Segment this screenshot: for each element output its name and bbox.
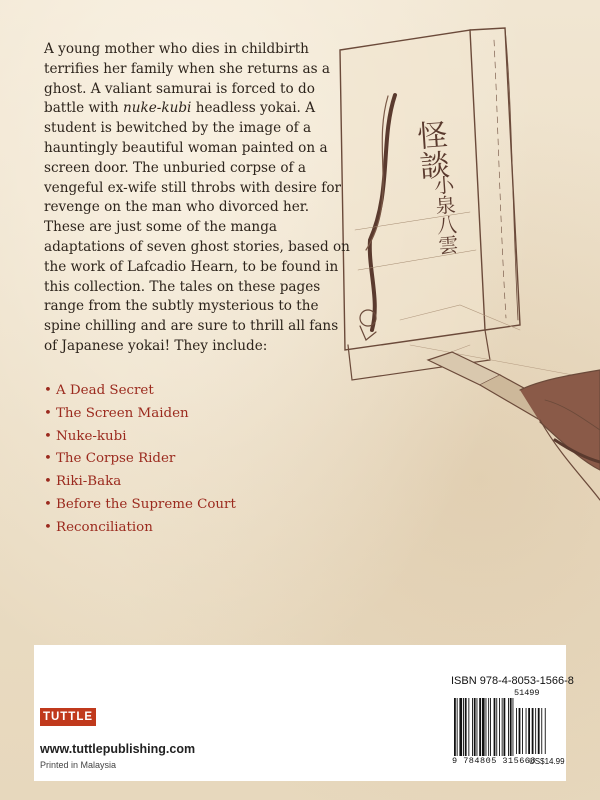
barcode-addon: 51499	[514, 688, 540, 698]
publisher-website[interactable]: www.tuttlepublishing.com	[40, 742, 196, 756]
scroll-author: 小泉八雲	[430, 174, 460, 256]
bullet-icon: •	[44, 405, 52, 421]
story-title: Before the Supreme Court	[56, 496, 236, 512]
bullet-icon: •	[44, 451, 52, 467]
story-item	[44, 471, 236, 494]
blurb-text-1: A young mother who dies in childbirth terrifies her family when she returns as a ghost. A valiant samurai is forced to do battle with	[44, 41, 331, 117]
story-title: Reconciliation	[56, 519, 153, 535]
price-text: US$14.99	[529, 757, 565, 766]
story-title: A Dead Secret	[56, 383, 154, 398]
blurb-text-2: headless yokai. A student is bewitched by the image of a hauntingly beautiful woman painted on a screen door. The unburied corpse of a vengeful ex-wife still throbs with desire for revenge on the man who divorced her. These are just some of the manga adaptations of seven ghost stories, based on the work of Lafcadio Hearn, to be found in this collection. The tales on these pages range from the subtly mysterious to the spine chilling and are sure to thrill all fans of Japanese yokai! They include:	[44, 100, 350, 354]
scroll-illustration	[340, 28, 520, 380]
scroll-title: 怪談	[410, 118, 450, 182]
bullet-icon: •	[44, 474, 52, 490]
barcode-digits: 9 784805 315668	[452, 756, 537, 766]
story-item	[44, 380, 236, 403]
story-title: The Corpse Rider	[56, 451, 176, 467]
blurb-italic: nuke-kubi	[122, 100, 192, 117]
bullet-icon: •	[44, 428, 52, 444]
story-item	[44, 494, 236, 517]
story-title: Riki-Baka	[56, 474, 122, 490]
publisher-logo: TUTTLE	[40, 708, 96, 726]
story-item	[44, 448, 236, 471]
story-item	[44, 426, 236, 449]
story-title: Nuke-kubi	[56, 428, 127, 444]
isbn-text: ISBN 978-4-8053-1566-8	[451, 675, 574, 687]
story-item	[44, 517, 236, 540]
bullet-icon: •	[44, 496, 52, 512]
blurb-paragraph	[44, 40, 354, 357]
story-list	[44, 380, 236, 540]
bullet-icon: •	[44, 383, 52, 398]
printed-in: Printed in Malaysia	[40, 760, 117, 770]
bullet-icon: •	[44, 519, 52, 535]
story-item	[44, 403, 236, 426]
story-title: The Screen Maiden	[56, 405, 189, 421]
